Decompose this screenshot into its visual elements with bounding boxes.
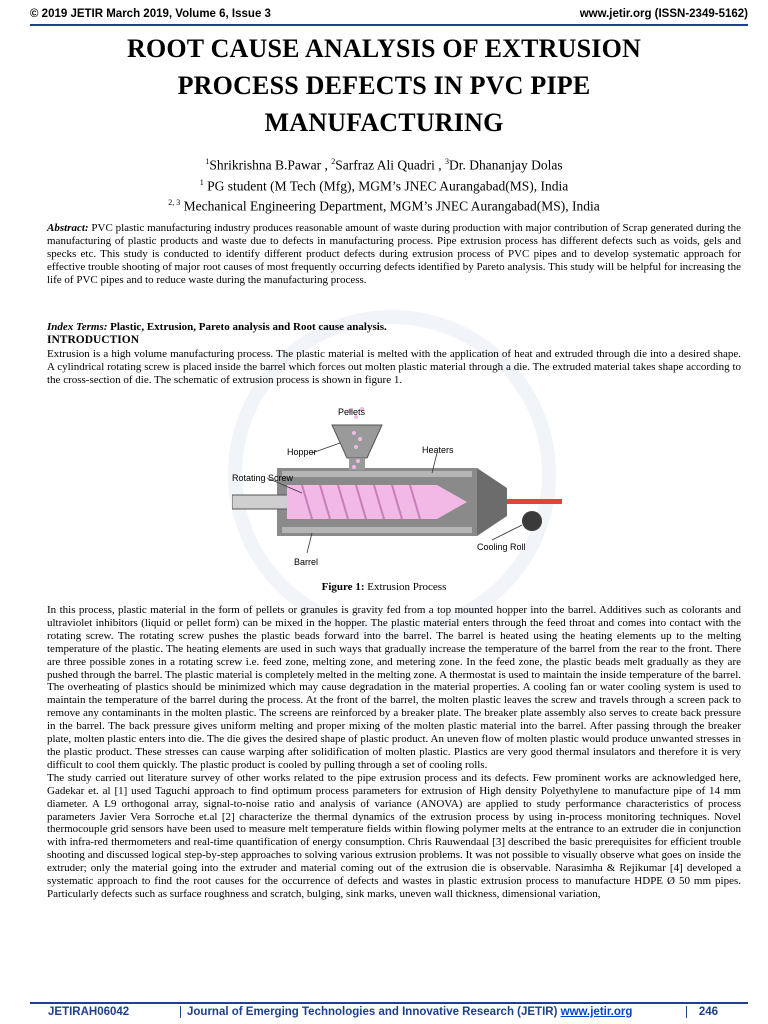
label-pellets: Pellets [338,407,366,417]
label-rotating-screw: Rotating Screw [232,473,294,483]
title-line-1: ROOT CAUSE ANALYSIS OF EXTRUSION [126,34,642,63]
screw-shaft [232,495,292,509]
abstract [47,222,741,287]
abstract-label: Abstract: [47,222,89,234]
label-heaters: Heaters [422,445,454,455]
extruded-pipe [507,499,562,504]
heater-band-bottom [282,527,472,533]
paper-title [40,30,728,141]
heater-band-top [282,471,472,477]
intro-paragraphs [47,604,741,901]
footer-page-number: 246 [686,1006,718,1018]
figure-caption [0,581,768,593]
page-header [30,8,748,26]
label-barrel: Barrel [294,557,319,567]
hopper [332,425,382,458]
page-footer [30,1002,748,1020]
affiliation-2: $^{2, 3}$ Mechanical Engineering Department, MGM’s JNEC Aurangabad(MS), India [168,198,600,214]
index-terms-label: Index Terms: [47,321,108,333]
extrusion-process-figure [232,403,562,578]
label-hopper: Hopper [287,447,317,457]
index-terms-text: Plastic, Extrusion, Pareto analysis and Root cause analysis. [107,321,387,333]
caption-label: Figure 1: [321,581,365,593]
footer-paper-id: JETIRAH06042 [48,1006,130,1018]
title-line-3: MANUFACTURING [264,108,504,137]
label-cooling-roll: Cooling Roll [477,542,526,552]
author-block [60,153,708,215]
intro-paragraph-2: In this process, plastic material in the form of pellets or granules is gravity fed from a top mounted hopper into the barrel. Additives such as colorants and ultraviolet inhibitors (liquid or pellet form) can be mixed in the hopper. The plastic material enters through the feed throat and comes into contact with the rotating screw. The rotating screw pushes the plastic beads forward into the barrel. The barrel is heated using the heating elements up to the melting temperature of the plastic. The heating elements are used in such ways that gradually increase the temperature of the barrel from the rear to the front. There are three possible zones in a rotating screw i.e. feed zone, melting zone, and metering zone. In the feed zone, the plastic beads melt gradually as they are pushed through the barrel. The plastic material is completely melted in the melting zone. A thermostat is used to maintain the inside temperature of the barrel. The overheating of plastics should be minimized which may cause degradation in the material properties. A cooling fan or water cooling system is used to maintain the temperature of the barrel during the process. At the front of the barrel, the molten plastic leaves the screw and travels through a screen pack to remove any contaminants in the molten plastic. The screens are reinforced by a breaker plate. The breaker plate assembly also serves to create back pressure in the barrel. The back pressure gives uniform melting and proper mixing of the molten plastic material into the barrel. After passing through the breaker plate, molten plastic enters into die. The die gives the desired shape of plastic product. An uneven flow of molten plastic would produce unwanted stresses in the plastic product. These stresses can cause warping after solidification of molten plastic. Plastics are very good thermal insulators and therefore it is very difficult to cool them quickly. The plastic product is cooled by pulling through a set of cooling rolls. [47,604,741,771]
cooling-roll [522,511,542,531]
section-heading-introduction: INTRODUCTION [47,334,140,346]
caption-text: Extrusion Process [364,581,447,593]
abstract-text: PVC plastic manufacturing industry produces reasonable amount of waste during production with major contribution of Scrap generated during the manufacturing of plastic products and waste due to defects in manufacturing process. Pipe extrusion process has different defects such as voids, gels and specks etc. This study is conducted to identify different product defects during extrusion process of PVC pipes and to develop systematic approach for effective trouble shooting of major root causes of most frequently occurring defects identified by Pareto analysis. This study will be helpful for increasing the life of PVC pipes and to reduce waste during the manufacturing process. [47,222,741,286]
header-website[interactable]: www.jetir.org (ISSN-2349-5162) [579,8,748,20]
author-names: $^1$Shrikrishna B.Pawar , $^2$Sarfraz Ali Quadri , $^3$Dr. Dhananjay Dolas [205,157,563,173]
affiliation-1: $^1$ PG student (M Tech (Mfg), MGM’s JNEC Aurangabad(MS), India [199,177,569,193]
die [477,468,507,536]
title-line-2: PROCESS DEFECTS IN PVC PIPE [177,71,591,100]
index-terms [47,321,741,334]
intro-paragraph-3: The study carried out literature survey of other works related to the pipe extrusion process and its defects. Few prominent works are acknowledged here, Gadekar et. al [1] used Taguchi approach to find optimum process parameters for extrusion of High density Polyethylene to manufacture pipe of 14 mm diameter. A L9 orthogonal array, signal-to-noise ratio and analysis of variance (ANOVA) are applied to study performance characteristics of process parameters Javier Vera Sorroche et.al [2] characterize the thermal dynamics of the extrusion process by using in-process monitoring techniques. Novel thermocouple grid sensors have been used to measure melt temperature fields within flowing polymer melts at the entrance to an extruder die in conjunction with infra-red thermometers and real-time quantification of energy consumption. Chris Rauwendaal [3] described the basic prerequisites for efficient trouble shooting and discussed logical step-by-step approaches to solving various extrusion problems. It was not possible to visually observe what goes on inside the extruder; only the material going into the extruder and material coming out of the extrusion die is observable. Narasimha & Rejikumar [4] developed a systematic approach to find the root causes for the occurrence of defects and wastes in plastic extrusion process to manufacture HDPE Ø 50 mm pipes. Particularly defects such as surface roughness and scratch, bulging, sink marks, uneven wall thickness, dimensional variation, [47,771,741,900]
footer-url-link[interactable]: www.jetir.org [560,1006,633,1018]
header-journal-info: © 2019 JETIR March 2019, Volume 6, Issue 3 [30,8,271,20]
footer-journal: Journal of Emerging Technologies and Innovative Research (JETIR) www.jetir.org [180,1006,632,1018]
intro-paragraph-1: Extrusion is a high volume manufacturing process. The plastic material is melted with the application of heat and extruded through die into a desired shape. A cylindrical rotating screw is placed inside the barrel which forces out molten plastic material through a die. The extruded material takes shape according to the cross-section of die. The schematic of extrusion process is shown in figure 1. [47,348,741,386]
